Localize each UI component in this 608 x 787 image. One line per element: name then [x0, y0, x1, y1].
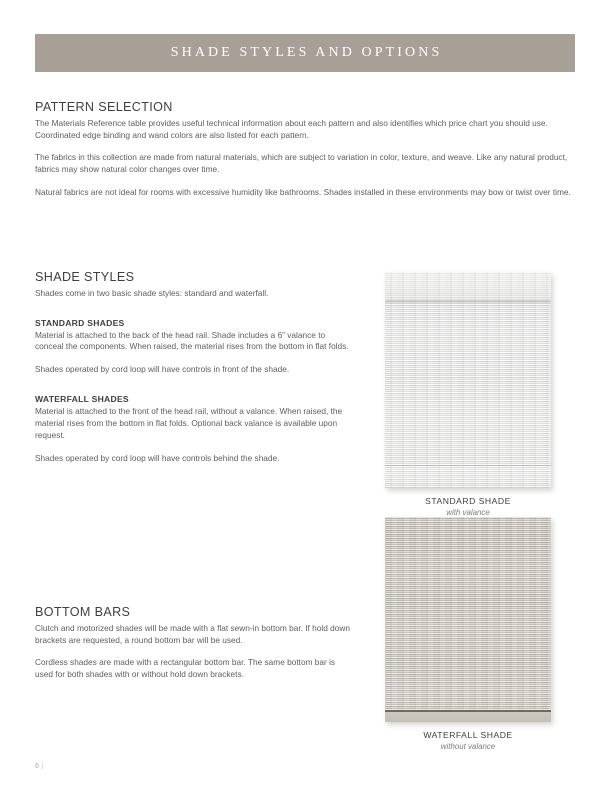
- standard-shades-paragraph-1: Material is attached to the back of the head rail. Shade includes a 6” valance to conceal the components. When raised, the material rises from the bottom in flat folds.: [35, 329, 349, 352]
- bottom-bars-paragraph-1: Clutch and motorized shades will be made with a flat sewn-in bottom bar. If hold down brackets are requested, a round bottom bar will be used.: [35, 622, 350, 645]
- page-footer-separator: |: [41, 763, 44, 770]
- pattern-selection-paragraph-3: Natural fabrics are not ideal for rooms with excessive humidity like bathrooms. Shades installed in these environments may bow or twist over time.: [35, 186, 571, 197]
- page-footer: [35, 763, 44, 770]
- standard-shade-caption-subtitle: with valance: [446, 508, 490, 518]
- bottom-bars-heading: BOTTOM BARS: [35, 605, 131, 619]
- standard-shade-valance: [385, 272, 551, 300]
- page-header-banner: [35, 34, 575, 72]
- waterfall-shades-group: [35, 394, 353, 464]
- bottom-bars-section: [35, 605, 353, 681]
- shade-styles-heading: SHADE STYLES: [35, 270, 135, 284]
- page-number: 6: [35, 763, 40, 770]
- valance-weave-texture: [385, 272, 551, 300]
- waterfall-shade-caption-subtitle: without valance: [440, 742, 496, 752]
- waterfall-shade-caption-title: WATERFALL SHADE: [423, 730, 513, 740]
- fabric-weave-texture: [385, 300, 551, 466]
- pattern-selection-paragraph-1: The Materials Reference table provides useful technical information about each pattern and also identifies which price chart you should use. Coordinated edge binding and wand colors are also listed for each pattern.: [35, 117, 548, 140]
- fabric-weave-texture: [385, 517, 551, 712]
- waterfall-shades-paragraph-1: Material is attached to the front of the head rail, without a valance. When raised, the material rises from the bottom in flat folds. Optional back valance is available upon request.: [35, 406, 343, 440]
- standard-shade-photo: [385, 272, 551, 488]
- waterfall-shade-fabric: [385, 517, 551, 712]
- waterfall-shade-photo: [385, 517, 551, 722]
- standard-shade-figure: [385, 272, 551, 519]
- standard-shade-fabric: [385, 300, 551, 466]
- waterfall-shades-subheading: WATERFALL SHADES: [35, 394, 129, 405]
- pattern-selection-section: [35, 100, 575, 199]
- bottom-bars-paragraph-2: Cordless shades are made with a rectangular bottom bar. The same bottom bar is used for both shades with or without hold down brackets.: [35, 657, 336, 680]
- bottom-bar-weave-texture: [385, 466, 551, 488]
- shade-styles-intro: Shades come in two basic shade styles: standard and waterfall.: [35, 287, 269, 298]
- standard-shades-subheading: STANDARD SHADES: [35, 317, 125, 328]
- standard-shade-caption-title: STANDARD SHADE: [425, 496, 511, 506]
- shade-styles-section: [35, 270, 353, 464]
- waterfall-shade-figure: [385, 517, 551, 753]
- standard-shade-caption: [385, 496, 551, 519]
- page-header-title: SHADE STYLES AND OPTIONS: [170, 45, 443, 60]
- waterfall-shade-caption: [385, 730, 551, 753]
- pattern-selection-paragraph-2: The fabrics in this collection are made from natural materials, which are subject to variation in color, texture, and weave. Like any natural product, fabrics may show natural color changes over time.: [35, 152, 568, 175]
- pattern-selection-heading: PATTERN SELECTION: [35, 100, 173, 114]
- standard-shade-bottom-bar: [385, 465, 551, 488]
- waterfall-shades-paragraph-2: Shades operated by cord loop will have controls behind the shade.: [35, 452, 280, 463]
- standard-shades-group: [35, 318, 353, 377]
- standard-shades-paragraph-2: Shades operated by cord loop will have controls in front of the shade.: [35, 364, 290, 375]
- waterfall-shade-bottom-bar: [385, 710, 551, 722]
